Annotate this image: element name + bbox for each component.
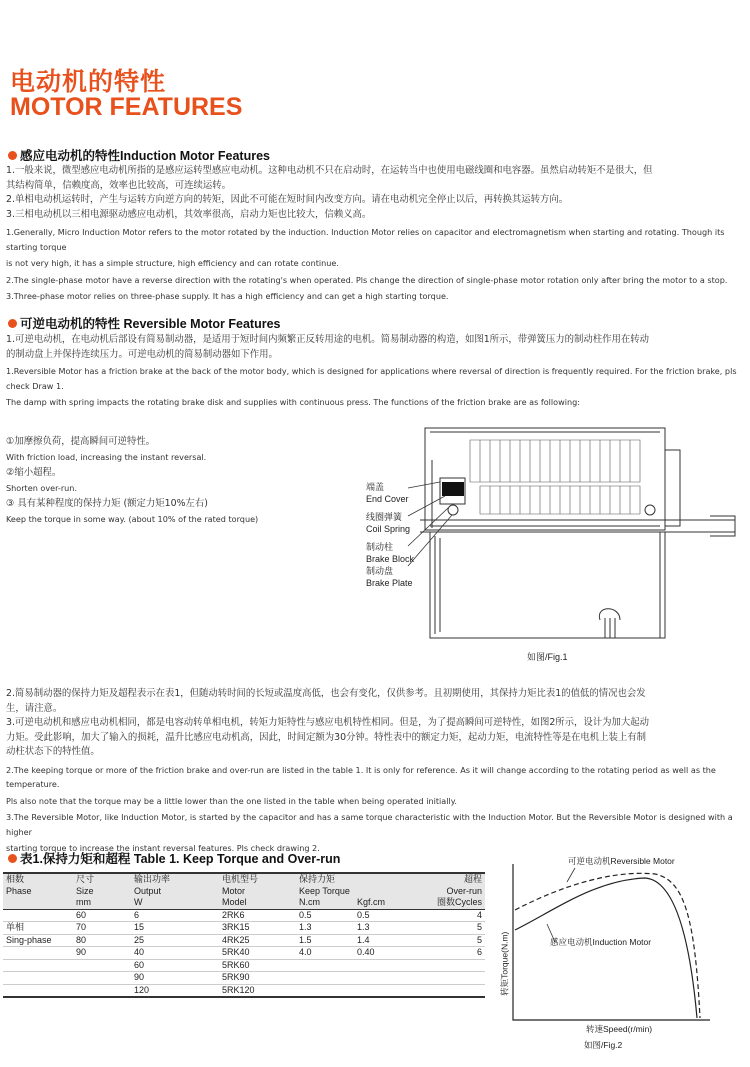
figure2-caption: 如图/Fig.2 bbox=[584, 1040, 623, 1050]
table1-heading: 表1.保持力矩和超程 Table 1. Keep Torque and Over-run bbox=[8, 849, 340, 867]
paragraph-line: 1.Generally, Micro Induction Motor refers to the motor rotated by the induction. Induction Motor relies on capacitor and electromagnetism when starting and rotating. Though its starting torque bbox=[6, 227, 725, 252]
function-line: Keep the torque in some way. (about 10% of the rated torque) bbox=[6, 513, 259, 524]
paragraph-line: 2.单相电动机运转时，产生与运转方向逆方向的转矩，因此不可能在短时间内改变方向。请在电动机完全停止以后，再转换其运转方向。 bbox=[6, 194, 569, 205]
table-row: 60 6 2RK6 0.5 0.5 4 bbox=[3, 909, 485, 922]
page-title-en: MOTOR FEATURES bbox=[10, 93, 243, 121]
paragraph-line: 2.The keeping torque or more of the friction brake and over-run are listed in the table 1. It is only for reference. As it will change according to the rotating period as well as the temperature. bbox=[6, 764, 716, 789]
label-end-cover: 端盖 End Cover bbox=[366, 482, 409, 504]
bullet-dot-icon bbox=[8, 151, 17, 160]
paragraph-line: starting torque to increase the instant reversal features. Pls check drawing 2. bbox=[6, 843, 320, 853]
page-title-cn: 电动机的特性 bbox=[10, 67, 167, 96]
paragraph-line: 2.简易制动器的保持力矩及超程表示在表1，但随动转时间的长短或温度高低，也会有变化，仅供参考。且初期使用，其保持力矩比表1的值低的情况也会发 bbox=[6, 688, 646, 699]
paragraph-line: Pls also note that the torque may be a little lower than the one listed in the table when being operated initially. bbox=[6, 795, 457, 806]
bullet-dot-icon bbox=[8, 319, 17, 328]
paragraph-line: 其结构简单，信赖度高，效率也比较高，可连续运转。 bbox=[6, 179, 232, 191]
brake-functions bbox=[6, 434, 336, 527]
function-line: ①加摩擦负荷，提高瞬间可逆特性。 bbox=[6, 436, 156, 447]
table-header-row: Phase Size Output Motor Keep Torque Over-run bbox=[3, 886, 485, 898]
function-line: Shorten over-run. bbox=[6, 482, 78, 493]
table-header-row: 相数 尺寸 输出功率 电机型号 保持力矩 超程 bbox=[3, 873, 485, 886]
paragraph-line: 动柱状态下的特性值。 bbox=[6, 746, 100, 757]
paragraph-line: is not very high, it has a simple structure, high efficiency and can rotate continue. bbox=[6, 258, 339, 268]
table-row: 60 5RK60 bbox=[3, 959, 485, 972]
paragraph-line: 的制动盘上并保持连续压力。可逆电动机的简易制动器如下作用。 bbox=[6, 348, 278, 360]
label-coil-spring: 线圈弹簧 Coil Spring bbox=[366, 512, 411, 534]
induction-text bbox=[6, 164, 744, 304]
brake-block-icon bbox=[442, 482, 464, 496]
reversible-heading: 可逆电动机的特性 Reversible Motor Features bbox=[8, 314, 280, 332]
figure1-caption: 如图/Fig.1 bbox=[527, 652, 568, 662]
bullet-dot-icon bbox=[8, 854, 17, 863]
legend-reversible: 可逆电动机Reversible Motor bbox=[568, 856, 675, 866]
label-brake-block: 制动柱 Brake Block bbox=[366, 542, 415, 564]
paragraph-line: 3.三相电动机以三相电源驱动感应电动机，其效率很高，启动力矩也比较大，信赖义高。 bbox=[6, 208, 372, 220]
paragraph-line: 1.Reversible Motor has a friction brake at the back of the motor body, which is designed for applications where reversal of direction is frequently required. For the friction brake, pls check Draw 1. bbox=[6, 366, 737, 391]
table-row: 单相 70 15 3RK15 1.3 1.3 5 bbox=[3, 922, 485, 935]
reversible-text bbox=[6, 333, 744, 410]
function-line: With friction load, increasing the instant reversal. bbox=[6, 451, 207, 462]
function-line: ②缩小超程。 bbox=[6, 467, 62, 478]
table-row: 90 40 5RK40 4.0 0.40 6 bbox=[3, 947, 485, 960]
reversible-text-more bbox=[6, 687, 744, 856]
table-header-row: mm W Model N.cm Kgf.cm 圈数Cycles bbox=[3, 897, 485, 909]
table-row: 90 5RK90 bbox=[3, 972, 485, 985]
x-axis-label: 转速Speed(r/min) bbox=[586, 1024, 653, 1034]
induction-heading: 感应电动机的特性Induction Motor Features bbox=[8, 146, 270, 164]
paragraph-line: 生，请注意。 bbox=[6, 702, 63, 714]
paragraph-line: 1.可逆电动机，在电动机后部设有简易制动器，是适用于短时间内频繁正反转用途的电机。简易制动器的构造，如图1所示，带弹簧压力的制动柱作用在转动 bbox=[6, 334, 650, 345]
label-brake-plate: 制动盘 Brake Plate bbox=[366, 566, 413, 588]
paragraph-line: The damp with spring impacts the rotating brake disk and supplies with continuous press. The functions of the friction brake are as following: bbox=[6, 397, 580, 407]
paragraph-line: 3.可逆电动机和感应电动机相同，都是电容动转单相电机，转矩力矩特性与感应电机特性相同。但是，为了提高瞬间可逆特性，如图2所示，设计为加大起动 bbox=[6, 717, 650, 728]
torque-table bbox=[3, 872, 485, 998]
paragraph-line: 1.一般来说，微型感应电动机所指的是感应运转型感应电动机。这种电动机不只在启动时，在运转当中也使用电磁线圈和电容器。虽然启动转矩不是很大，但 bbox=[6, 165, 653, 176]
paragraph-line: 3.The Reversible Motor, like Induction Motor, is started by the capacitor and has a same torque characteristic with the Induction Motor. But the Reversible Motor is designed with a higher bbox=[6, 812, 733, 837]
legend-induction: 感应电动机Induction Motor bbox=[550, 937, 652, 947]
reversible-pointer bbox=[567, 868, 575, 882]
paragraph-line: 力矩。受此影响，加大了输入的损耗，温升比感应电动机高，因此，时间定额为30分钟。特性表中的额定力矩，起动力矩，电流特性等是在电机上装上有制 bbox=[6, 731, 647, 743]
y-axis-label: 转矩Torque(N.m) bbox=[499, 931, 510, 996]
function-line: ③ 具有某种程度的保持力矩 (额定力矩10%左右) bbox=[6, 498, 208, 509]
table-row: 120 5RK120 bbox=[3, 984, 485, 997]
table-row: Sing-phase 80 25 4RK25 1.5 1.4 5 bbox=[3, 934, 485, 947]
paragraph-line: 2.The single-phase motor have a reverse direction with the rotating's when operated. Pls change the direction of single-phase motor rotation only after bring the motor to a stop. bbox=[6, 274, 728, 285]
paragraph-line: 3.Three-phase motor relies on three-phase supply. It has a high efficiency and can get a high starting torque. bbox=[6, 291, 449, 301]
